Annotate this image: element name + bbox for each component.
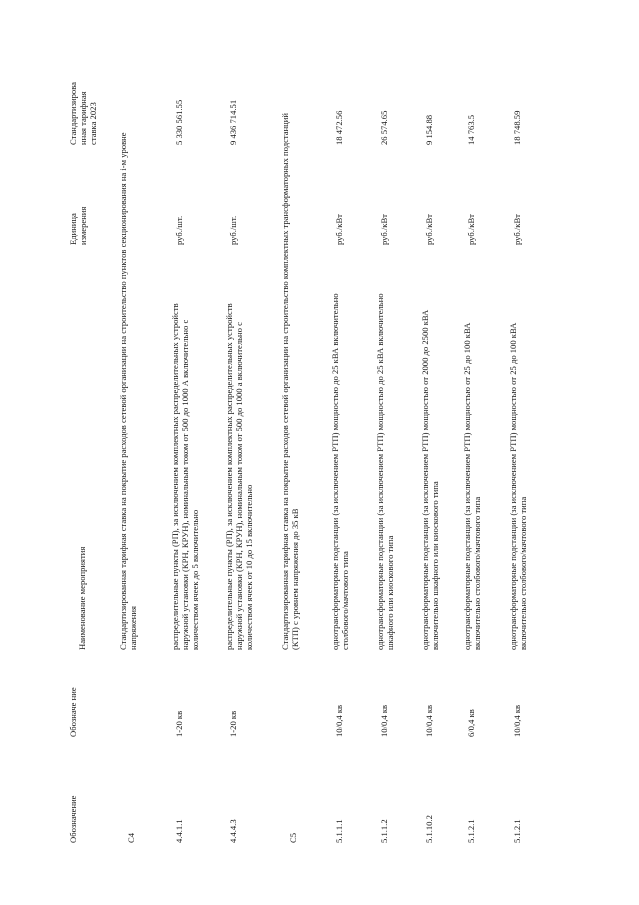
row-value: 18 472.56 [334,110,344,145]
row-name: распределительные пункты (РП), за исключением комплектных распределительных устройств наружной установки (КРН, КРУН), номинальным током от 500 до 1000 а включительно с количеством ячеек от 10 до 15 включительно [224,303,254,650]
row-unit: руб./шт. [174,215,184,245]
row-subcode: 10/0,4 кв [512,704,522,737]
row-value: 9 436 714.51 [228,99,238,145]
row-value: 9 154.88 [424,114,434,145]
row-name: однотрансформаторные подстанции (за исключением РТП) мощностью от 25 до 100 кВА включительно столбового/мачтового типа [508,322,528,650]
row-unit: руб./кВт [379,214,389,245]
row-code: 5.1.1.1 [334,819,344,843]
row-code: 4.4.4.3 [228,819,238,843]
row-name: однотрансформаторные подстанции (за исключением РТП) мощностью до 25 кВА включительно столбового/мачтового типа [330,293,350,650]
row-subcode: 10/0,4 кв [334,704,344,737]
header-name: Наименование мероприятия [77,546,87,650]
row-code: С5 [288,832,298,843]
row-unit: руб./кВт [334,214,344,245]
row-unit: руб./кВт [466,214,476,245]
row-name: Стандартизированная тарифная ставка на покрытие расходов сетевой организации на строительство комплектных трансформаторных подстанций (КТП) с уровнем напряжения до 35 кВ [280,113,300,650]
header-unit: Единица измерения [68,206,88,245]
row-name: однотрансформаторные подстанции (за исключением РТП) мощностью от 2000 до 2500 кВА включительно шкафного или киоскового типа [420,309,440,650]
row-subcode: 10/0,4 кв [424,704,434,737]
row-code: 5.1.10.2 [424,815,434,843]
row-value: 14 763.5 [466,114,476,145]
row-value: 26 574.65 [379,110,389,145]
row-code: 4.4.1.1 [174,819,184,843]
header-code: Обозначение [68,795,78,843]
row-code: 5.1.2.1 [466,819,476,843]
row-subcode: 1-20 кв [228,710,238,737]
header-subcode: Обозначе ние [68,687,78,737]
row-name: однотрансформаторные подстанции (за исключением РТП) мощностью от 25 до 100 кВА включительно столбового/мачтового типа [462,322,482,650]
row-unit: руб./кВт [424,214,434,245]
row-name: Стандартизированная тарифная ставка на покрытие расходов сетевой организации на строительство пунктов секционирования на i-м уровне напряжения [118,132,138,650]
row-value: 5 330 561.55 [174,99,184,145]
row-value: 18 748.59 [512,110,522,145]
row-subcode: 1-20 кв [174,710,184,737]
header-value: Стандартизирова нная тарифная ставка 2023 [68,82,98,145]
row-unit: руб./кВт [512,214,522,245]
row-code: 5.1.1.2 [379,819,389,843]
row-name: однотрансформаторные подстанции (за исключением РТП) мощностью до 25 кВА включительно шкафного или киоскового типа [375,293,395,650]
row-subcode: 6/0,4 кв [466,709,476,737]
row-code: С4 [126,832,136,843]
row-subcode: 10/0,4 кв [379,704,389,737]
row-code: 5.1.2.1 [512,819,522,843]
row-unit: руб./шт. [228,215,238,245]
row-name: распределительные пункты (РП), за исключением комплектных распределительных устройств наружной установки (КРН, КРУН), номинальным током от 500 до 1000 А включительно с количеством ячеек до 5 включительно [170,303,200,650]
